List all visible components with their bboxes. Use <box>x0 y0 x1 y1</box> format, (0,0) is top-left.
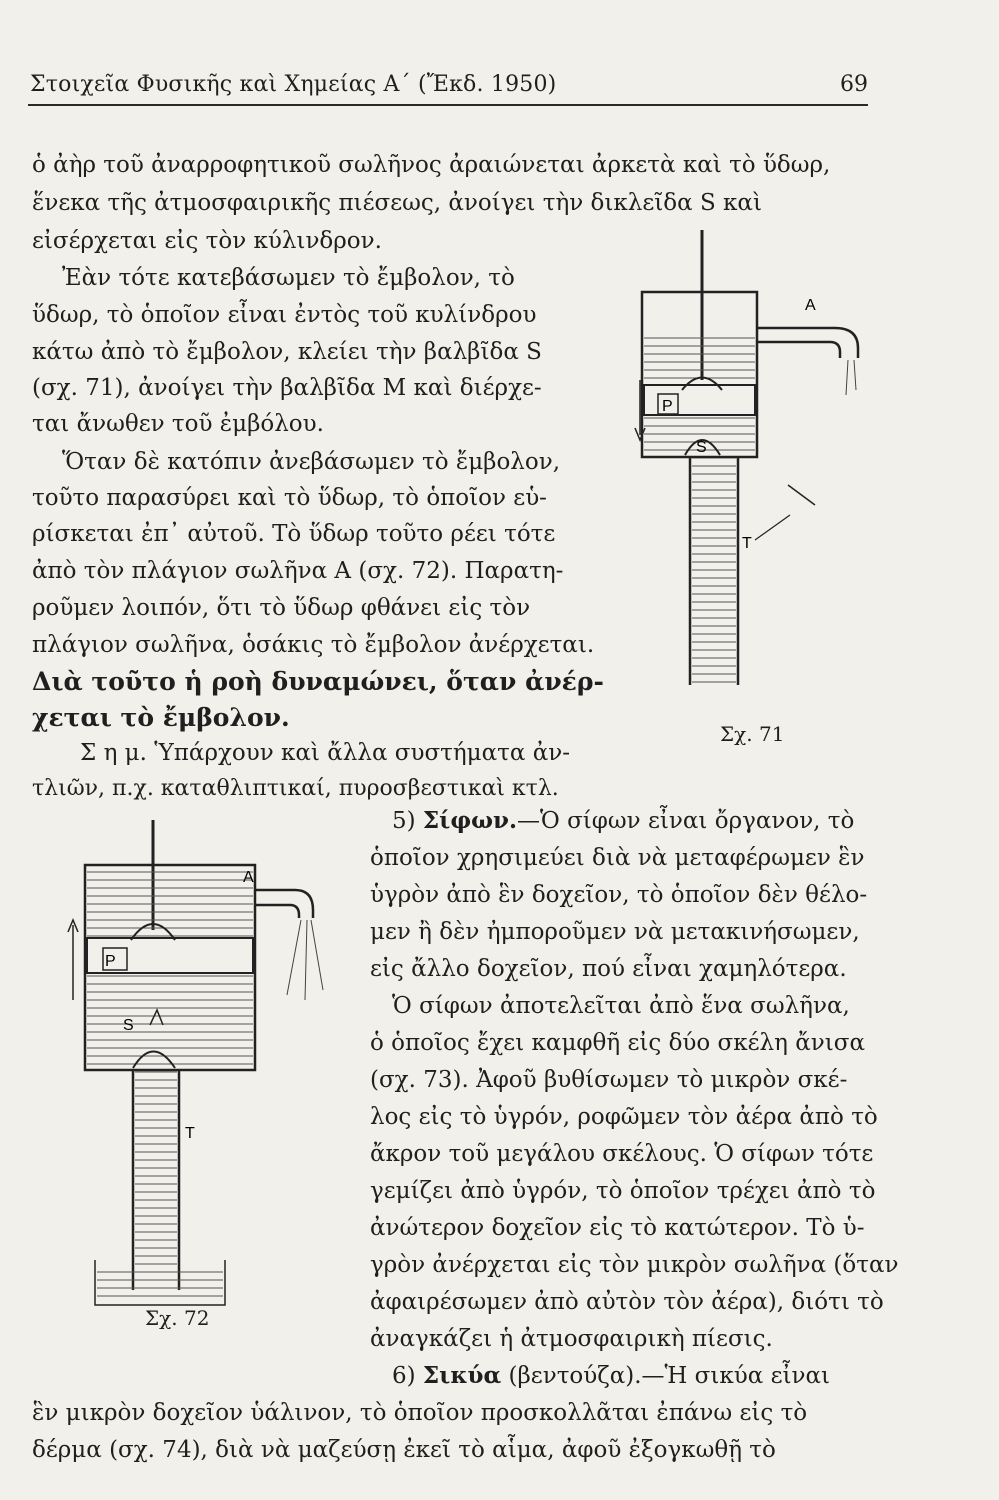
text-line: Ἐὰν τότε κατεβάσωμεν τὸ ἔμβολον, τὸ <box>62 265 515 291</box>
page-number: 69 <box>840 72 868 97</box>
note-line: τλιῶν, π.χ. καταθλιπτικαί, πυροσβεστικαὶ κτλ. <box>32 776 559 801</box>
text-line: ἀφαιρέσωμεν ἀπὸ αὐτὸν τὸν ἀέρα), διότι τὸ <box>370 1289 884 1315</box>
section-first-line: —Ὁ σίφων εἶναι ὄργανον, τὸ <box>517 808 855 834</box>
text-line: εἰσέρχεται εἰς τὸν κύλινδρον. <box>32 228 382 254</box>
section-title: Σίφων. <box>422 807 517 834</box>
text-line: ρίσκεται ἐπ᾿ αὐτοῦ. Τὸ ὕδωρ τοῦτο ρέει τότε <box>32 521 556 547</box>
label-P: P <box>662 398 673 415</box>
bold-text-line: Διὰ τοῦτο ἡ ροὴ δυναμώνει, ὅταν ἀνέρ- <box>32 667 604 696</box>
text-line: μεν ἢ δὲν ἠμποροῦμεν νὰ μετακινήσωμεν, <box>370 919 860 945</box>
label-P: P <box>105 953 116 970</box>
figure-72-caption: Σχ. 72 <box>145 1306 210 1330</box>
text-line: (σχ. 73). Ἀφοῦ βυθίσωμεν τὸ μικρὸν σκέ- <box>370 1067 848 1093</box>
text-line: δέρμα (σχ. 74), διὰ νὰ μαζεύσῃ ἐκεῖ τὸ αἷμα, ἀφοῦ ἐξογκωθῇ τὸ <box>32 1437 776 1463</box>
text-line: γεμίζει ἀπὸ ὑγρόν, τὸ ὁποῖον τρέχει ἀπὸ τὸ <box>370 1178 876 1204</box>
text-line: ὁ ἀὴρ τοῦ ἀναρροφητικοῦ σωλῆνος ἀραιώνεται ἀρκετὰ καὶ τὸ ὕδωρ, <box>32 152 831 178</box>
text-line: ἕνεκα τῆς ἀτμοσφαιρικῆς πιέσεως, ἀνοίγει τὴν δικλεῖδα S καὶ <box>32 190 762 216</box>
section-number: 6) <box>392 1363 416 1389</box>
bold-text-line: χεται τὸ ἔμβολον. <box>32 703 290 732</box>
figure-72-pump-diagram <box>55 820 365 1310</box>
label-A: A <box>243 869 254 886</box>
text-line: ὁ ὁποῖος ἔχει καμφθῆ εἰς δύο σκέλη ἄνισα <box>370 1030 865 1056</box>
label-T: T <box>185 1125 195 1142</box>
figure-71-pump-diagram <box>630 230 890 710</box>
figure-71-caption: Σχ. 71 <box>720 722 785 746</box>
note-line: Σ η μ. Ὑπάρχουν καὶ ἄλλα συστήματα ἀν- <box>80 740 571 766</box>
text-line: ὁποῖον χρησιμεύει διὰ νὰ μεταφέρωμεν ἓν <box>370 845 865 871</box>
text-line: ἀναγκάζει ἡ ἀτμοσφαιρικὴ πίεσις. <box>370 1326 773 1352</box>
section-number: 5) <box>392 808 416 834</box>
section-heading-siphon <box>392 806 854 836</box>
text-line: γρὸν ἀνέρχεται εἰς τὸν μικρὸν σωλῆνα (ὅταν <box>370 1252 899 1278</box>
header-rule <box>28 104 868 106</box>
text-line: ἀπὸ τὸν πλάγιον σωλῆνα Α (σχ. 72). Παρατη- <box>32 558 564 584</box>
text-line: ὑγρὸν ἀπὸ ἓν δοχεῖον, τὸ ὁποῖον δὲν θέλο- <box>370 882 868 908</box>
section-title: Σικύα <box>422 1362 502 1389</box>
running-header: Στοιχεῖα Φυσικῆς καὶ Χημείας Α΄ (Ἔκδ. 1950) <box>30 72 557 97</box>
text-line: Ὅταν δὲ κατόπιν ἀνεβάσωμεν τὸ ἔμβολον, <box>62 449 561 475</box>
label-A: A <box>805 297 816 314</box>
text-line: ἄκρον τοῦ μεγάλου σκέλους. Ὁ σίφων τότε <box>370 1141 874 1167</box>
section-first-line: (βεντούζα).—Ἡ σικύα εἶναι <box>508 1363 831 1389</box>
text-line: ται ἄνωθεν τοῦ ἐμβόλου. <box>32 411 324 437</box>
label-S: S <box>696 439 707 456</box>
label-S: S <box>123 1017 134 1034</box>
text-line: τοῦτο παρασύρει καὶ τὸ ὕδωρ, τὸ ὁποῖον εὑ- <box>32 485 547 511</box>
section-heading-cupping <box>392 1361 830 1391</box>
text-line: εἰς ἄλλο δοχεῖον, πού εἶναι χαμηλότερα. <box>370 956 847 982</box>
text-line: πλάγιον σωλῆνα, ὁσάκις τὸ ἔμβολον ἀνέρχεται. <box>32 632 595 658</box>
text-line: ἓν μικρὸν δοχεῖον ὑάλινον, τὸ ὁποῖον προσκολλᾶται ἐπάνω εἰς τὸ <box>32 1400 808 1426</box>
text-line: ὕδωρ, τὸ ὁποῖον εἶναι ἐντὸς τοῦ κυλίνδρου <box>32 302 537 328</box>
label-T: T <box>742 535 752 552</box>
text-line: (σχ. 71), ἀνοίγει τὴν βαλβῖδα Μ καὶ διέρχε- <box>32 375 542 401</box>
text-line: ροῦμεν λοιπόν, ὅτι τὸ ὕδωρ φθάνει εἰς τὸν <box>32 595 531 621</box>
text-line: κάτω ἀπὸ τὸ ἔμβολον, κλείει τὴν βαλβῖδα S <box>32 339 542 365</box>
text-line: ἀνώτερον δοχεῖον εἰς τὸ κατώτερον. Τὸ ὑ- <box>370 1215 865 1241</box>
text-line: Ὁ σίφων ἀποτελεῖται ἀπὸ ἕνα σωλῆνα, <box>392 993 850 1019</box>
text-line: λος εἰς τὸ ὑγρόν, ροφῶμεν τὸν ἀέρα ἀπὸ τὸ <box>370 1104 878 1130</box>
